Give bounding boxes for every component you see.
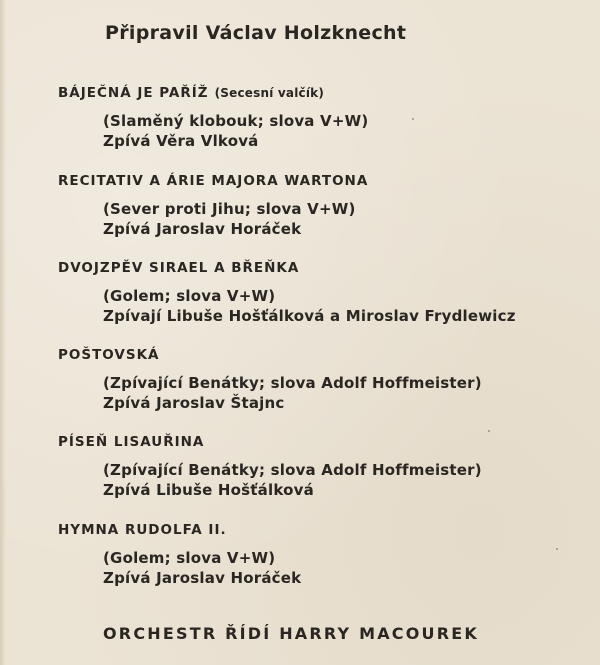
paper-speck xyxy=(412,118,414,120)
song-performers: Zpívají Libuše Hošťálková a Miroslav Frydlewicz xyxy=(103,307,516,325)
song-entry xyxy=(58,172,368,239)
song-entry xyxy=(58,433,482,500)
song-source: (Golem; slova V+W) xyxy=(103,549,276,567)
song-performers: Zpívá Libuše Hošťálková xyxy=(103,481,314,499)
song-title: DVOJZPĚV SIRAEL A BŘEŇKA xyxy=(58,260,300,276)
song-performers: Zpívá Jaroslav Štajnc xyxy=(103,394,285,412)
orchestra-credit: ORCHESTR ŘÍDÍ HARRY MACOUREK xyxy=(103,624,479,643)
song-source: (Slaměný klobouk; slova V+W) xyxy=(103,112,369,130)
song-source: (Golem; slova V+W) xyxy=(103,287,276,305)
paper-speck xyxy=(488,430,490,432)
song-performers: Zpívá Věra Vlková xyxy=(103,132,259,150)
credit-line: Připravil Václav Holzknecht xyxy=(105,22,407,44)
song-title: POŠTOVSKÁ xyxy=(58,347,160,363)
song-title: PÍSEŇ LISAUŘINA xyxy=(58,434,205,450)
song-source: (Sever proti Jihu; slova V+W) xyxy=(103,200,356,218)
song-entry xyxy=(58,521,301,588)
song-entry xyxy=(58,259,516,326)
paper-edge xyxy=(0,0,6,665)
paper-speck xyxy=(556,548,558,550)
song-performers: Zpívá Jaroslav Horáček xyxy=(103,569,302,587)
song-subtitle: (Secesní valčík) xyxy=(214,86,325,100)
song-title: HYMNA RUDOLFA II. xyxy=(58,522,227,538)
song-entry xyxy=(58,346,482,413)
song-performers: Zpívá Jaroslav Horáček xyxy=(103,220,302,238)
song-source: (Zpívající Benátky; slova Adolf Hoffmeister) xyxy=(103,374,482,392)
song-title: BÁJEČNÁ JE PAŘÍŽ (Secesní valčík) xyxy=(58,85,325,101)
song-title: RECITATIV A ÁRIE MAJORA WARTONA xyxy=(58,173,369,189)
song-entry xyxy=(58,84,368,151)
song-source: (Zpívající Benátky; slova Adolf Hoffmeister) xyxy=(103,461,482,479)
